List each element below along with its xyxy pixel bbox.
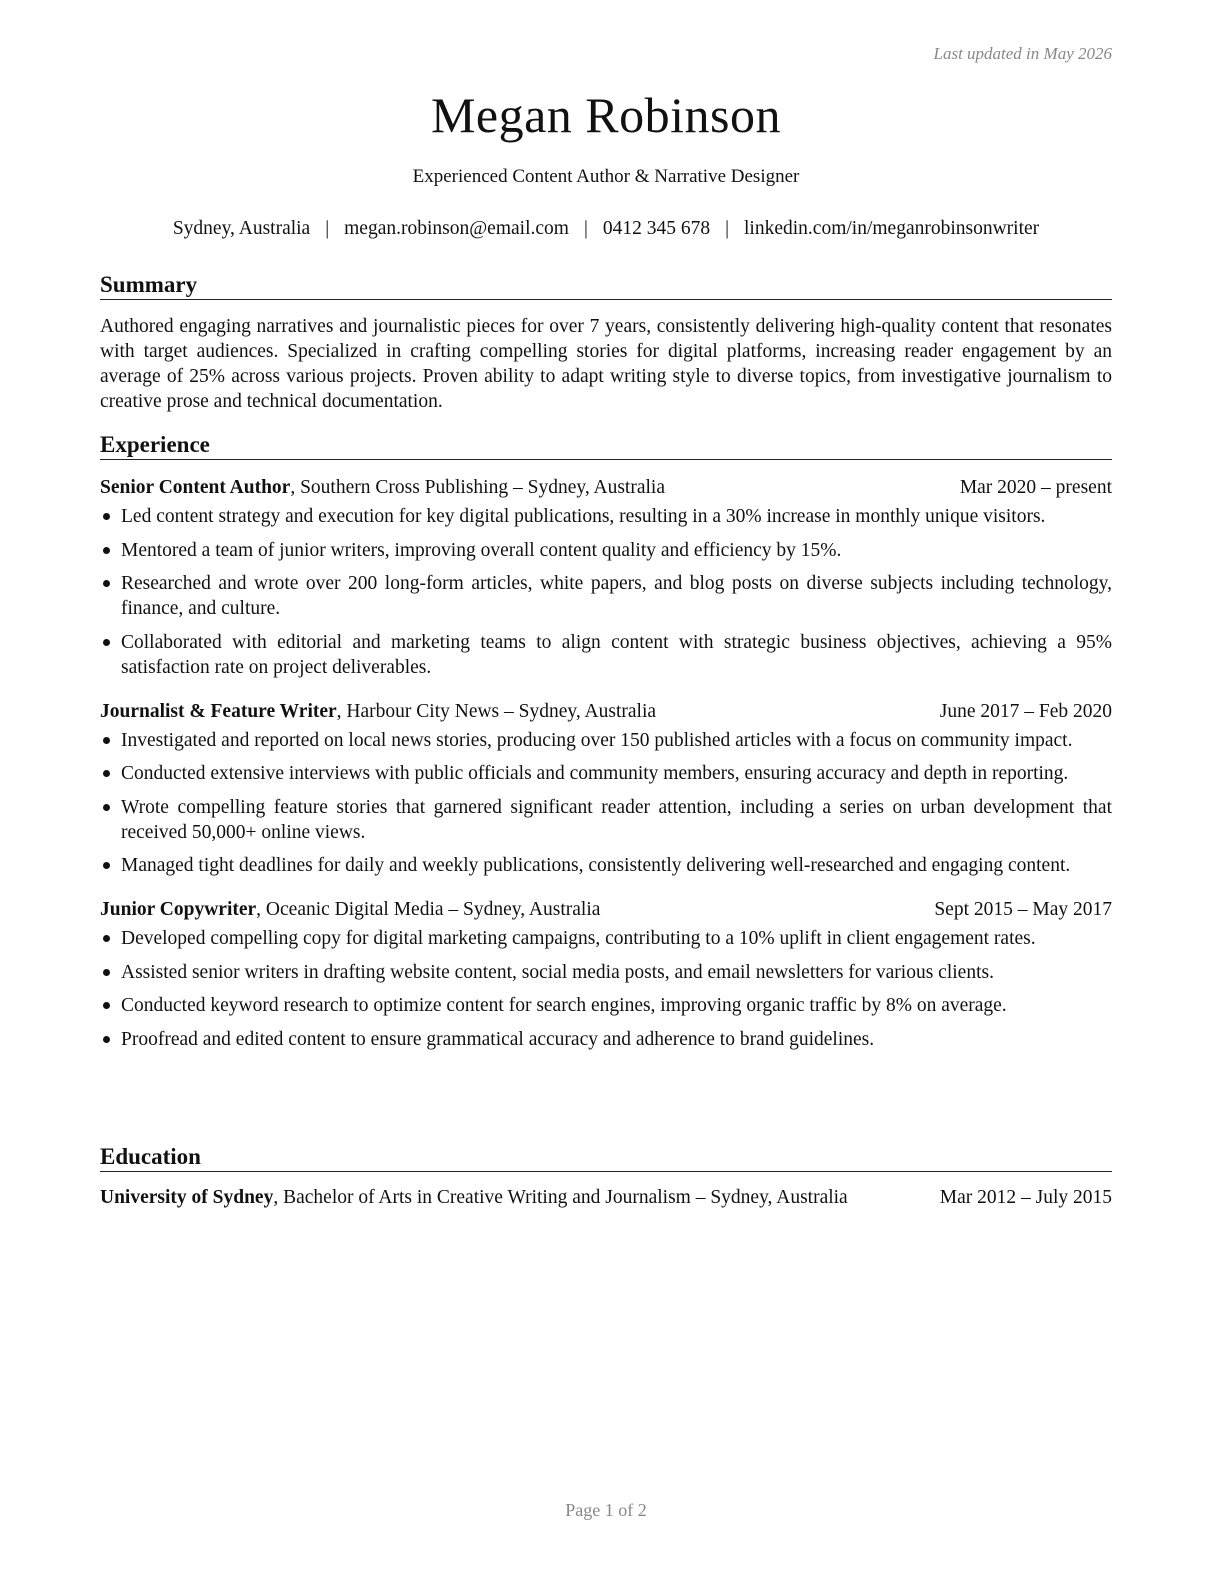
job-header	[100, 897, 1112, 922]
contact-line	[70, 218, 1142, 240]
bullet-item: Developed compelling copy for digital marketing campaigns, contributing to a 10% uplift in client engagement rates.	[100, 926, 1120, 951]
job-header	[100, 475, 1112, 500]
page-indicator: Page 1 of 2	[565, 1500, 647, 1520]
job-role: Junior Copywriter	[100, 899, 257, 920]
bullet-item: Wrote compelling feature stories that garnered significant reader attention, including a series on urban development that received 50,000+ online views.	[100, 795, 1112, 845]
education-detail: , Bachelor of Arts in Creative Writing and Journalism – Sydney, Australia	[273, 1187, 848, 1208]
bullet-item: Mentored a team of junior writers, improving overall content quality and efficiency by 15%.	[100, 538, 1112, 563]
section-title-education: Education	[100, 1144, 1112, 1172]
job-entry	[100, 897, 1112, 1052]
job-company: , Oceanic Digital Media – Sydney, Australia	[256, 899, 601, 920]
bullet-item: Proofread and edited content to ensure grammatical accuracy and adherence to brand guidelines.	[100, 1027, 1112, 1052]
resume-page	[100, 0, 1112, 1584]
contact-separator: |	[583, 218, 588, 239]
job-company: , Southern Cross Publishing – Sydney, Australia	[290, 477, 665, 498]
job-dates: June 2017 – Feb 2020	[939, 700, 1112, 722]
candidate-headline: Experienced Content Author & Narrative Designer	[412, 166, 800, 187]
bullet-item: Assisted senior writers in drafting website content, social media posts, and email newsletters for various clients.	[100, 960, 1112, 985]
bullet-item: Led content strategy and execution for key digital publications, resulting in a 30% increase in monthly unique visitors.	[100, 504, 1120, 529]
job-bullets	[100, 728, 1112, 879]
bullet-item: Conducted extensive interviews with public officials and community members, ensuring accuracy and depth in reporting.	[100, 761, 1112, 786]
job-entry	[100, 699, 1112, 879]
job-role: Senior Content Author	[100, 477, 291, 498]
contact-phone: 0412 345 678	[602, 218, 711, 239]
job-entry	[100, 475, 1112, 680]
job-dates: Sept 2015 – May 2017	[934, 899, 1112, 920]
job-bullets	[100, 504, 1112, 680]
education-dates: Mar 2012 – July 2015	[939, 1187, 1112, 1208]
bullet-item: Conducted keyword research to optimize content for search engines, improving organic traffic by 8% on average.	[100, 993, 1112, 1018]
job-header	[100, 699, 1112, 724]
education-entry	[100, 1185, 1112, 1210]
bullet-item: Managed tight deadlines for daily and weekly publications, consistently delivering well-researched and engaging content.	[100, 853, 1112, 878]
education-main	[100, 1185, 880, 1210]
job-company: , Harbour City News – Sydney, Australia	[336, 700, 657, 722]
section-title-summary: Summary	[100, 272, 1112, 300]
summary-section	[100, 272, 1112, 414]
contact-separator: |	[325, 218, 330, 239]
last-updated-note: Last updated in May 2026	[933, 44, 1112, 63]
bullet-item: Investigated and reported on local news stories, producing over 150 published articles with a focus on community impact.	[100, 728, 1112, 753]
bullet-item: Researched and wrote over 200 long-form articles, white papers, and blog posts on diverse subjects including technology, finance, and culture.	[100, 571, 1112, 621]
candidate-name: Megan Robinson	[430, 87, 782, 143]
contact-email[interactable]: megan.robinson@email.com	[344, 218, 569, 239]
job-role: Journalist & Feature Writer	[100, 700, 337, 722]
job-bullets	[100, 926, 1112, 1052]
job-dates: Mar 2020 – present	[959, 477, 1112, 498]
contact-linkedin[interactable]: linkedin.com/in/meganrobinsonwriter	[744, 218, 1040, 239]
section-title-experience: Experience	[100, 432, 1112, 460]
contact-separator: |	[725, 218, 730, 239]
education-institution: University of Sydney	[100, 1187, 274, 1208]
experience-section	[100, 432, 1112, 1060]
contact-location: Sydney, Australia	[172, 218, 311, 239]
education-section	[100, 1144, 1112, 1210]
summary-text: Authored engaging narratives and journalistic pieces for over 7 years, consistently delivering high-quality content that resonates with target audiences. Specialized in crafting compelling stories for digital platforms, increasing reader engagement by an average of 25% across various projects. Proven ability to adapt writing style to diverse topics, from investigative journalism to creative prose and technical documentation.	[100, 316, 1112, 412]
bullet-item: Collaborated with editorial and marketing teams to align content with strategic business objectives, achieving a 95% satisfaction rate on project deliverables.	[100, 630, 1112, 680]
